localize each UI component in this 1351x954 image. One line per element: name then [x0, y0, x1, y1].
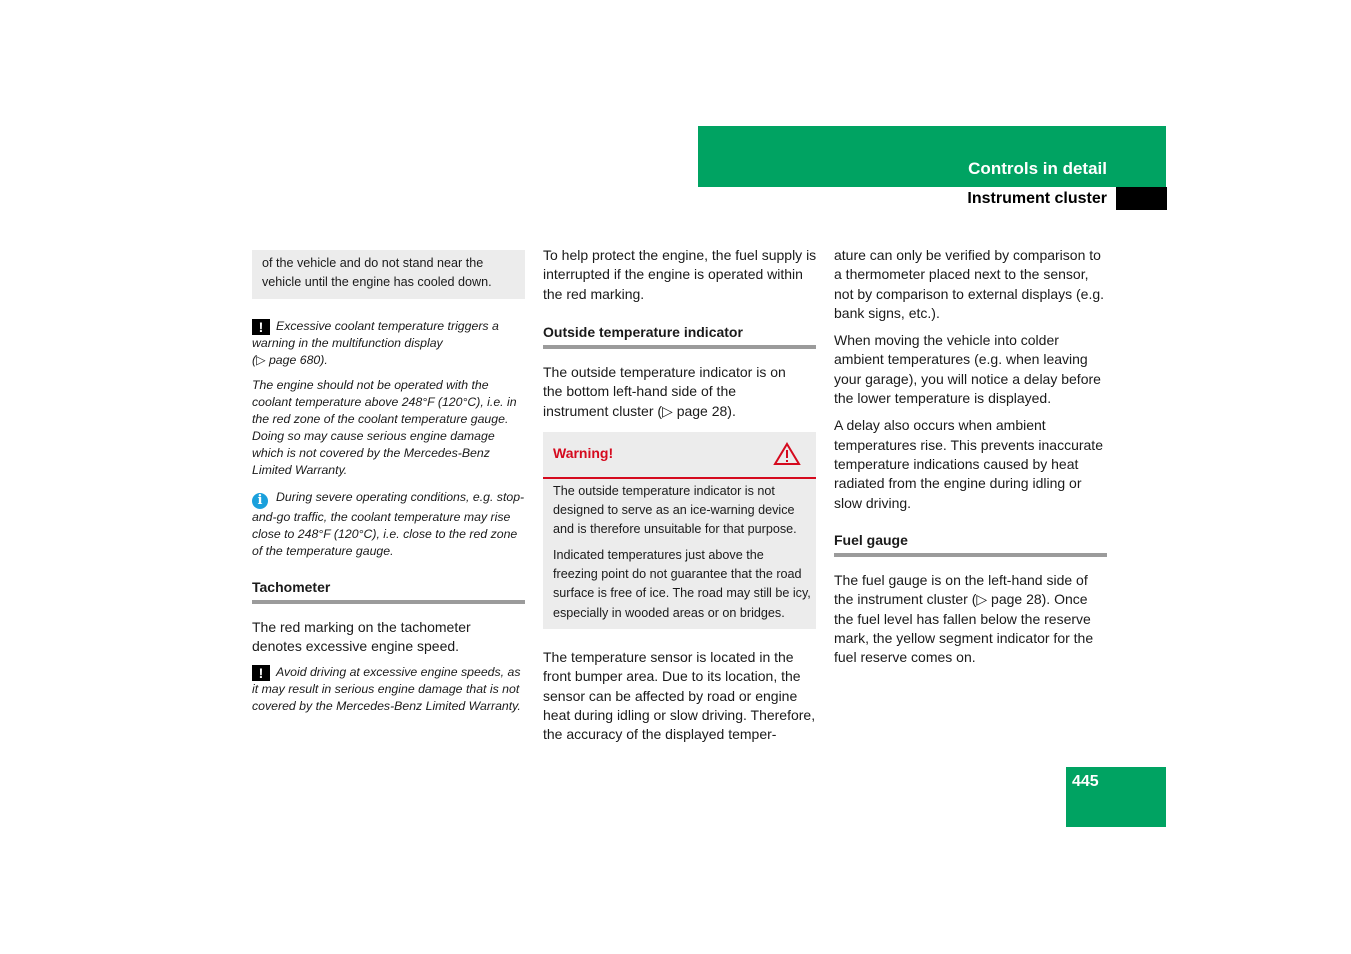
engine-speed-note	[252, 664, 526, 715]
warning-rule	[543, 477, 816, 479]
coolant-note-line2: warning in the multifunction display	[252, 336, 443, 350]
info-icon: i	[252, 493, 268, 509]
verification-paragraph: ature can only be verified by comparison to a thermometer placed next to the sensor, not by comparison to external displays (e.g. bank signs, etc.).	[834, 247, 1105, 321]
coolant-note-line3: (▷ page 680).	[252, 353, 328, 367]
info-note-text: During severe operating conditions, e.g. stop-and-go traffic, the coolant temperature may rise close to 248°F (120°C), i.e. close to the red zone of the temperature gauge.	[252, 490, 525, 558]
section-tab-marker	[1116, 187, 1167, 210]
warning-triangle-icon	[773, 442, 801, 466]
coolant-note-body: The engine should not be operated with the coolant temperature above 248°F (120°C), i.e. in the red zone of the coolant temperature gauge. Doing so may cause serious engine damage which is not covered by the Mercedes-Benz Limited Warranty.	[252, 378, 517, 477]
column3-text	[834, 246, 1110, 513]
warning-box	[543, 432, 816, 629]
tachometer-text: The red marking on the tachometer denotes excessive engine speed.	[252, 619, 471, 655]
subsection-title: Instrument cluster	[967, 190, 1107, 207]
continued-warning-text: of the vehicle and do not stand near the vehicle until the engine has cooled down.	[262, 256, 492, 290]
colder-temperature-paragraph: When moving the vehicle into colder ambient temperatures (e.g. when leaving your garage), you will notice a delay before the lower temperature is displayed.	[834, 332, 1101, 407]
coolant-note	[252, 318, 526, 479]
heading-rule	[252, 600, 525, 604]
tachometer-section	[252, 579, 525, 657]
temperature-sensor-paragraph: The temperature sensor is located in the front bumper area. Due to its location, the sensor can be affected by road or engine heat during idling or slow driving. Therefore, the accuracy of the displayed temper-	[543, 649, 816, 743]
coolant-note-line1: Excessive coolant temperature triggers a	[276, 319, 499, 333]
continued-warning-box	[252, 250, 525, 299]
fuel-gauge-section	[834, 532, 1107, 667]
tachometer-heading: Tachometer	[252, 579, 331, 595]
exclamation-icon: !	[252, 319, 270, 335]
outside-temperature-text: The outside temperature indicator is on the bottom left-hand side of the instrument cluster (▷ page 28).	[543, 364, 786, 419]
section-title: Controls in detail	[968, 159, 1107, 178]
delay-paragraph: A delay also occurs when ambient temperatures rise. This prevents inaccurate temperature indications caused by heat radiated from the engine during idling or slow driving.	[834, 417, 1103, 511]
outside-temperature-heading: Outside temperature indicator	[543, 324, 743, 340]
outside-temperature-section	[543, 324, 816, 421]
fuel-gauge-heading: Fuel gauge	[834, 532, 908, 548]
engine-speed-note-text: Avoid driving at excessive engine speeds, as it may result in serious engine damage that is not covered by the Mercedes-Benz Limited Warranty.	[252, 665, 521, 713]
heading-rule	[834, 553, 1107, 557]
fuel-gauge-text: The fuel gauge is on the left-hand side of the instrument cluster (▷ page 28). Once the fuel level has fallen below the reserve mark, the yellow segment indicator for the fuel reserve comes on.	[834, 572, 1094, 666]
exclamation-icon: !	[252, 665, 270, 681]
heading-rule	[543, 345, 816, 349]
warning-title: Warning!	[553, 445, 614, 461]
fuel-cutoff-paragraph: To help protect the engine, the fuel supply is interrupted if the engine is operated within the red marking.	[543, 247, 817, 302]
page-number: 445	[1072, 773, 1099, 790]
warning-paragraph-1: The outside temperature indicator is not designed to serve as an ice-warning device and is therefore unsuitable for that purpose.	[553, 484, 797, 537]
info-note	[252, 489, 526, 560]
warning-paragraph-2: Indicated temperatures just above the freezing point do not guarantee that the road surface is free of ice. The road may still be icy, especially in wooded areas or on bridges.	[553, 548, 811, 620]
